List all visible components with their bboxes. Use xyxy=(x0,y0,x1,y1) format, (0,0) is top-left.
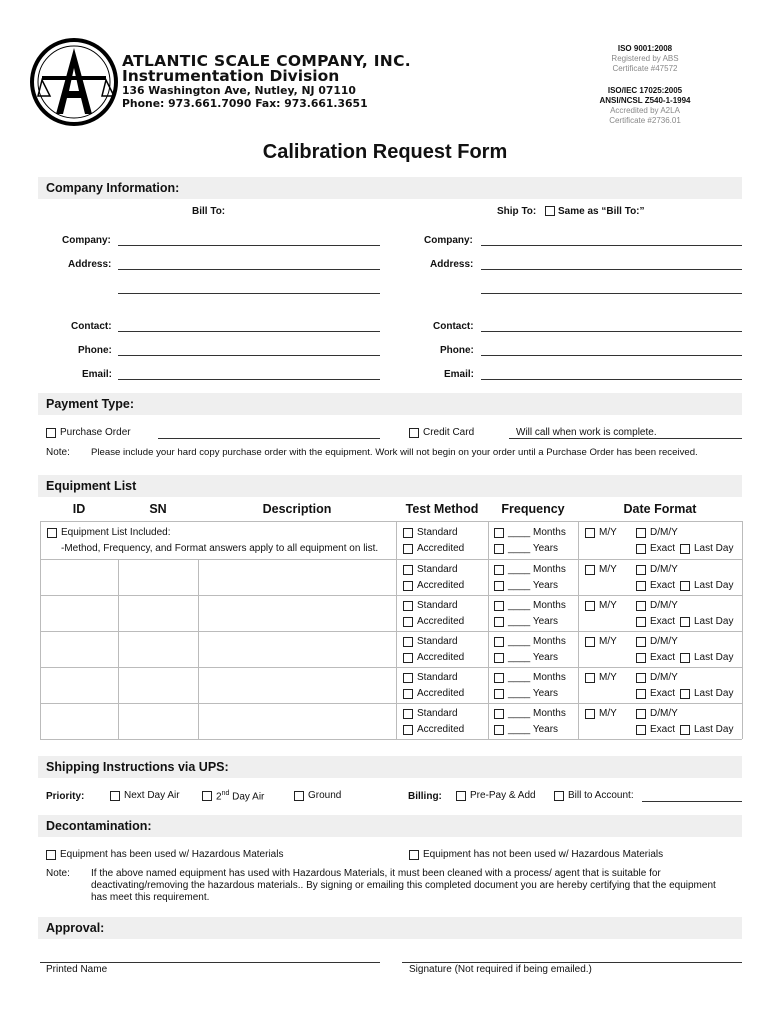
dmy-label: D/M/Y xyxy=(650,636,678,647)
years-label: ____ Years xyxy=(508,688,559,699)
standard-checkbox[interactable] xyxy=(403,565,413,575)
printed-name-label: Printed Name xyxy=(46,964,108,975)
accredited-checkbox[interactable] xyxy=(403,617,413,627)
my-checkbox[interactable] xyxy=(585,565,595,575)
my-label: M/Y xyxy=(599,672,617,683)
bill-contact-field[interactable] xyxy=(118,331,380,332)
exact-checkbox[interactable] xyxy=(636,689,646,699)
my-label: M/Y xyxy=(599,600,617,611)
last-day-checkbox[interactable] xyxy=(680,653,690,663)
bill-phone-field[interactable] xyxy=(118,355,380,356)
bill-address-label: Address: xyxy=(68,259,112,270)
months-checkbox[interactable] xyxy=(494,709,504,719)
bill-address-field[interactable] xyxy=(118,269,380,270)
company-division: Instrumentation Division xyxy=(122,67,340,85)
standard-label: Standard xyxy=(417,672,458,683)
bill-company-field[interactable] xyxy=(118,245,380,246)
priority-label: Priority: xyxy=(46,791,85,802)
months-label: ____ Months xyxy=(508,636,566,647)
years-label: ____ Years xyxy=(508,616,559,627)
exact-label: Exact xyxy=(650,580,676,591)
ship-address-field[interactable] xyxy=(481,269,742,270)
ship-contact-field[interactable] xyxy=(481,331,742,332)
standard-label: Standard xyxy=(417,708,458,719)
bill-phone-label: Phone: xyxy=(78,345,112,356)
col-date-format: Date Format xyxy=(623,502,697,516)
second-day-air-checkbox[interactable] xyxy=(202,791,212,801)
ship-address-label: Address: xyxy=(430,259,474,270)
prepay-checkbox[interactable] xyxy=(456,791,466,801)
cert2-line1: Accredited by A2LA xyxy=(610,106,680,115)
decon-note-label: Note: xyxy=(46,868,70,879)
dmy-checkbox[interactable] xyxy=(636,565,646,575)
months-checkbox[interactable] xyxy=(494,565,504,575)
bill-email-field[interactable] xyxy=(118,379,380,380)
form-title: Calibration Request Form xyxy=(262,141,508,163)
cert-iso9001 xyxy=(600,44,690,74)
dmy-label: D/M/Y xyxy=(650,527,678,538)
payment-type-heading: Payment Type: xyxy=(38,393,742,415)
exact-label: Exact xyxy=(650,616,676,627)
equipment-list-included-label: Equipment List Included: xyxy=(61,527,171,538)
second-day-air-label xyxy=(216,790,264,802)
exact-label: Exact xyxy=(650,543,676,554)
second-day-air-sup: nd xyxy=(221,790,230,797)
dmy-label: D/M/Y xyxy=(650,672,678,683)
my-label: M/Y xyxy=(599,708,617,719)
col-id: ID xyxy=(72,502,86,516)
hazardous-used-label: Equipment has been used w/ Hazardous Materials xyxy=(60,849,284,860)
accredited-label: Accredited xyxy=(417,616,465,627)
cert1-title: ISO 9001:2008 xyxy=(617,44,673,53)
accredited-checkbox[interactable] xyxy=(403,653,413,663)
years-checkbox[interactable] xyxy=(494,725,504,735)
my-checkbox[interactable] xyxy=(585,601,595,611)
standard-checkbox[interactable] xyxy=(403,528,413,538)
cert2-title: ISO/IEC 17025:2005 xyxy=(607,86,683,95)
my-checkbox[interactable] xyxy=(585,673,595,683)
same-as-bill-to-checkbox[interactable] xyxy=(545,206,555,216)
company-phone-fax: Phone: 973.661.7090 Fax: 973.661.3651 xyxy=(122,97,368,110)
months-checkbox[interactable] xyxy=(494,637,504,647)
standard-label: Standard xyxy=(417,600,458,611)
company-info-heading: Company Information: xyxy=(38,177,742,199)
same-as-bill-to-label: Same as “Bill To:” xyxy=(558,206,645,217)
cert1-line1: Registered by ABS xyxy=(611,54,679,63)
my-checkbox[interactable] xyxy=(585,637,595,647)
last-day-label: Last Day xyxy=(694,616,734,627)
cert-iso17025 xyxy=(590,86,700,126)
equipment-list-note: -Method, Frequency, and Format answers apply to all equipment on list. xyxy=(61,543,379,554)
accredited-checkbox[interactable] xyxy=(403,689,413,699)
next-day-air-label: Next Day Air xyxy=(124,790,180,801)
bill-contact-label: Contact: xyxy=(71,321,112,332)
dmy-label: D/M/Y xyxy=(650,708,678,719)
col-test-method: Test Method xyxy=(405,502,479,516)
my-label: M/Y xyxy=(599,527,617,538)
decon-note-line2: deactivating/removing the hazardous materials.. By signing or emailing this completed document you are hereby certifying that the equipment xyxy=(91,880,716,891)
purchase-order-label: Purchase Order xyxy=(60,427,131,438)
months-label: ____ Months xyxy=(508,564,566,575)
bill-account-field[interactable] xyxy=(642,801,742,802)
company-logo xyxy=(28,36,120,128)
years-checkbox[interactable] xyxy=(494,544,504,554)
standard-label: Standard xyxy=(417,527,458,538)
will-call-note: Will call when work is complete. xyxy=(516,427,657,438)
last-day-checkbox[interactable] xyxy=(680,689,690,699)
dmy-label: D/M/Y xyxy=(650,600,678,611)
hazardous-not-used-label: Equipment has not been used w/ Hazardous Materials xyxy=(423,849,664,860)
my-checkbox[interactable] xyxy=(585,528,595,538)
months-checkbox[interactable] xyxy=(494,601,504,611)
decon-note-line3: has meet this requirement. xyxy=(91,892,210,903)
my-label: M/Y xyxy=(599,636,617,647)
printed-name-field[interactable] xyxy=(40,962,380,963)
ship-to-label: Ship To: xyxy=(497,206,537,217)
standard-checkbox[interactable] xyxy=(403,637,413,647)
bill-email-label: Email: xyxy=(82,369,113,380)
accredited-label: Accredited xyxy=(417,688,465,699)
dmy-checkbox[interactable] xyxy=(636,637,646,647)
accredited-checkbox[interactable] xyxy=(403,725,413,735)
signature-label: Signature (Not required if being emailed.) xyxy=(409,964,592,975)
company-name: ATLANTIC SCALE COMPANY, INC. xyxy=(122,52,411,70)
credit-card-field[interactable] xyxy=(509,438,742,439)
prepay-label: Pre-Pay & Add xyxy=(470,790,536,801)
years-checkbox[interactable] xyxy=(494,581,504,591)
ship-company-label: Company: xyxy=(424,235,473,246)
hazardous-used-checkbox[interactable] xyxy=(46,850,56,860)
second-day-air-num: 2 xyxy=(216,791,222,803)
decon-note-line1: If the above named equipment has used with Hazardous Materials, it must been cleaned with a process/ agent that is suitable for xyxy=(91,868,661,879)
accredited-checkbox[interactable] xyxy=(403,581,413,591)
ship-address-field-2[interactable] xyxy=(481,293,742,294)
exact-checkbox[interactable] xyxy=(636,617,646,627)
purchase-order-field[interactable] xyxy=(158,438,380,439)
equipment-list-included-checkbox[interactable] xyxy=(47,528,57,538)
signature-field[interactable] xyxy=(402,962,742,963)
accredited-checkbox[interactable] xyxy=(403,544,413,554)
exact-label: Exact xyxy=(650,652,676,663)
shipping-heading: Shipping Instructions via UPS: xyxy=(38,756,742,778)
last-day-checkbox[interactable] xyxy=(680,725,690,735)
months-checkbox[interactable] xyxy=(494,673,504,683)
accredited-label: Accredited xyxy=(417,580,465,591)
standard-label: Standard xyxy=(417,636,458,647)
months-checkbox[interactable] xyxy=(494,528,504,538)
bill-account-label: Bill to Account: xyxy=(568,790,634,801)
months-label: ____ Months xyxy=(508,527,566,538)
ship-email-label: Email: xyxy=(444,369,475,380)
next-day-air-checkbox[interactable] xyxy=(110,791,120,801)
hazardous-not-used-checkbox[interactable] xyxy=(409,850,419,860)
exact-label: Exact xyxy=(650,688,676,699)
standard-label: Standard xyxy=(417,564,458,575)
months-label: ____ Months xyxy=(508,672,566,683)
payment-note-label: Note: xyxy=(46,447,70,458)
bill-account-checkbox[interactable] xyxy=(554,791,564,801)
ship-phone-field[interactable] xyxy=(481,355,742,356)
my-checkbox[interactable] xyxy=(585,709,595,719)
ship-email-field[interactable] xyxy=(481,379,742,380)
standard-checkbox[interactable] xyxy=(403,601,413,611)
bill-to-label: Bill To: xyxy=(192,206,226,217)
equipment-list-heading: Equipment List xyxy=(38,475,742,497)
dmy-checkbox[interactable] xyxy=(636,601,646,611)
col-sn: SN xyxy=(149,502,167,516)
standard-checkbox[interactable] xyxy=(403,709,413,719)
col-frequency: Frequency xyxy=(501,502,565,516)
years-label: ____ Years xyxy=(508,724,559,735)
last-day-checkbox[interactable] xyxy=(680,544,690,554)
years-checkbox[interactable] xyxy=(494,653,504,663)
ground-label: Ground xyxy=(308,790,342,801)
last-day-checkbox[interactable] xyxy=(680,617,690,627)
ground-checkbox[interactable] xyxy=(294,791,304,801)
exact-label: Exact xyxy=(650,724,676,735)
last-day-label: Last Day xyxy=(694,688,734,699)
last-day-label: Last Day xyxy=(694,724,734,735)
exact-checkbox[interactable] xyxy=(636,581,646,591)
bill-company-label: Company: xyxy=(62,235,111,246)
credit-card-label: Credit Card xyxy=(423,427,475,438)
dmy-checkbox[interactable] xyxy=(636,709,646,719)
ship-phone-label: Phone: xyxy=(440,345,474,356)
cert1-line2: Certificate #47572 xyxy=(612,64,678,73)
approval-heading: Approval: xyxy=(38,917,742,939)
dmy-checkbox[interactable] xyxy=(636,673,646,683)
accredited-label: Accredited xyxy=(417,652,465,663)
months-label: ____ Months xyxy=(508,600,566,611)
cert2-title2: ANSI/NCSL Z540-1-1994 xyxy=(599,96,691,105)
standard-checkbox[interactable] xyxy=(403,673,413,683)
years-label: ____ Years xyxy=(508,580,559,591)
exact-checkbox[interactable] xyxy=(636,544,646,554)
last-day-label: Last Day xyxy=(694,580,734,591)
last-day-label: Last Day xyxy=(694,543,734,554)
accredited-label: Accredited xyxy=(417,724,465,735)
accredited-label: Accredited xyxy=(417,543,465,554)
exact-checkbox[interactable] xyxy=(636,653,646,663)
company-address: 136 Washington Ave, Nutley, NJ 07110 xyxy=(122,84,356,97)
years-label: ____ Years xyxy=(508,543,559,554)
ship-company-field[interactable] xyxy=(481,245,742,246)
ship-contact-label: Contact: xyxy=(433,321,474,332)
dmy-checkbox[interactable] xyxy=(636,528,646,538)
cert2-line2: Certificate #2736.01 xyxy=(609,116,681,125)
payment-note-text: Please include your hard copy purchase order with the equipment. Work will not begin on your order until a Purchase Order has been received. xyxy=(91,447,698,458)
dmy-label: D/M/Y xyxy=(650,564,678,575)
bill-address-field-2[interactable] xyxy=(118,293,380,294)
credit-card-checkbox[interactable] xyxy=(409,428,419,438)
my-label: M/Y xyxy=(599,564,617,575)
years-checkbox[interactable] xyxy=(494,617,504,627)
months-label: ____ Months xyxy=(508,708,566,719)
billing-label: Billing: xyxy=(408,791,442,802)
second-day-air-rest: Day Air xyxy=(229,791,265,803)
years-checkbox[interactable] xyxy=(494,689,504,699)
col-description: Description xyxy=(262,502,332,516)
last-day-checkbox[interactable] xyxy=(680,581,690,591)
exact-checkbox[interactable] xyxy=(636,725,646,735)
purchase-order-checkbox[interactable] xyxy=(46,428,56,438)
decontamination-heading: Decontamination: xyxy=(38,815,742,837)
last-day-label: Last Day xyxy=(694,652,734,663)
years-label: ____ Years xyxy=(508,652,559,663)
